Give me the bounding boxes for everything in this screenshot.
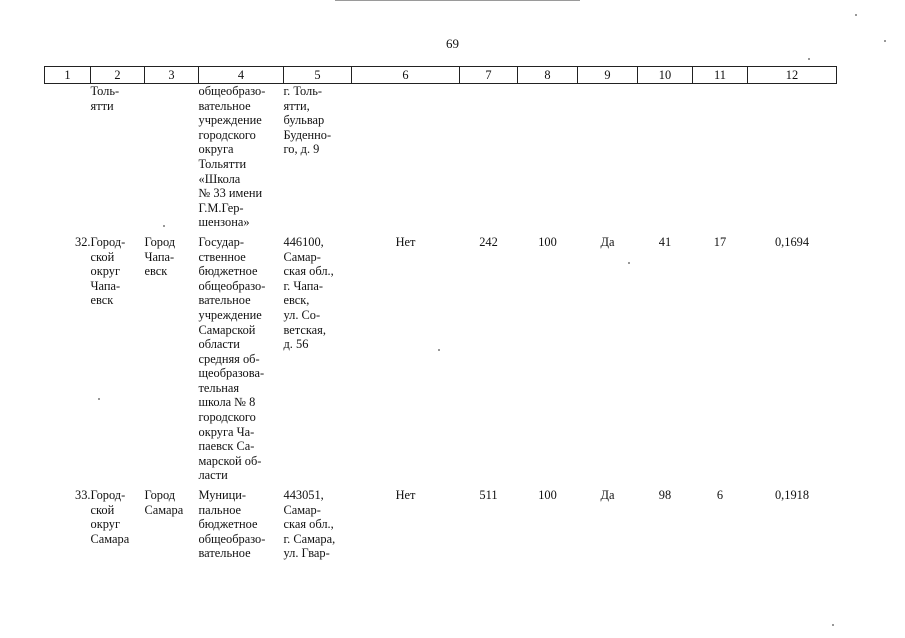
table-cell: Нет	[395, 234, 416, 249]
municipality-text: Город- ской округ Чапа- евск	[90, 234, 126, 308]
organization-cell	[199, 84, 284, 235]
municipality-text: Толь- ятти	[90, 84, 120, 113]
column-header: 11	[693, 67, 748, 84]
column-header: 3	[145, 67, 199, 84]
settlement-cell	[145, 235, 199, 488]
municipality-cell	[91, 488, 145, 566]
settlement-cell	[145, 488, 199, 566]
table-cell	[352, 84, 460, 235]
scan-speck	[832, 624, 834, 626]
settlement-text: Город Самара	[144, 488, 184, 517]
table-row	[45, 235, 837, 488]
page-number: 69	[446, 36, 459, 51]
table-cell: Да	[600, 488, 615, 503]
table-header-row	[45, 67, 837, 84]
table-cell: 6	[716, 488, 724, 503]
table-cell: 100	[538, 234, 557, 249]
table-cell: Нет	[395, 488, 416, 503]
municipality-cell	[91, 235, 145, 488]
table-cell: 242	[479, 234, 498, 249]
table-cell: 98	[658, 488, 672, 503]
column-header: 9	[578, 67, 638, 84]
table-cell: 41	[658, 234, 672, 249]
address-cell	[284, 235, 352, 488]
column-header: 7	[460, 67, 518, 84]
column-header: 4	[199, 67, 284, 84]
settlement-cell	[145, 84, 199, 235]
column-header: 6	[352, 67, 460, 84]
organization-cell	[199, 488, 284, 566]
table-cell: 100	[538, 488, 557, 503]
organization-text: общеобразо- вательное учреждение городского округа Тольятти «Школа № 33 имени Г.М.Гер- шензона»	[198, 84, 266, 230]
address-text: 443051, Самар- ская обл., г. Самара, ул. Гвар-	[283, 488, 336, 561]
settlement-text: Город Чапа- евск	[144, 234, 176, 279]
address-text: 446100, Самар- ская обл., г. Чапа- евск, ул. Со- ветская, д. 56	[283, 234, 334, 352]
table-cell	[748, 84, 837, 235]
table-cell	[693, 84, 748, 235]
address-text: г. Толь- ятти, бульвар Буденно- го, д. 9	[283, 84, 332, 157]
table-cell	[518, 84, 578, 235]
table-cell: 0,1918	[774, 488, 810, 503]
organization-text: Государ- ственное бюджетное общеобразо- вательное учреждение Самарской области средняя об- щеобразова- тельная школа № 8 городского округа Ча- паевск Са- марской об- ласти	[198, 234, 266, 483]
table-cell: 17	[713, 234, 727, 249]
table-cell	[638, 84, 693, 235]
row-number	[45, 84, 91, 235]
scan-speck	[855, 14, 857, 16]
table-cell: Да	[600, 234, 615, 249]
data-table	[44, 66, 837, 566]
scan-speck	[884, 40, 886, 42]
row-number: 33.	[75, 488, 91, 503]
column-header: 8	[518, 67, 578, 84]
municipality-cell	[91, 84, 145, 235]
column-header: 12	[748, 67, 837, 84]
column-header: 10	[638, 67, 693, 84]
column-header: 2	[91, 67, 145, 84]
table-row	[45, 84, 837, 235]
column-header: 1	[45, 67, 91, 84]
table-cell: 0,1694	[774, 234, 810, 249]
table-row	[45, 488, 837, 566]
organization-text: Муници- пальное бюджетное общеобразо- вательное	[198, 488, 266, 561]
table-cell	[460, 84, 518, 235]
top-rule	[335, 0, 580, 1]
municipality-text: Город- ской округ Самара	[90, 488, 130, 546]
table-cell: 511	[479, 488, 498, 503]
organization-cell	[199, 235, 284, 488]
table-cell	[578, 84, 638, 235]
scan-speck	[808, 58, 810, 60]
row-number: 32.	[75, 234, 91, 249]
address-cell	[284, 84, 352, 235]
address-cell	[284, 488, 352, 566]
column-header: 5	[284, 67, 352, 84]
